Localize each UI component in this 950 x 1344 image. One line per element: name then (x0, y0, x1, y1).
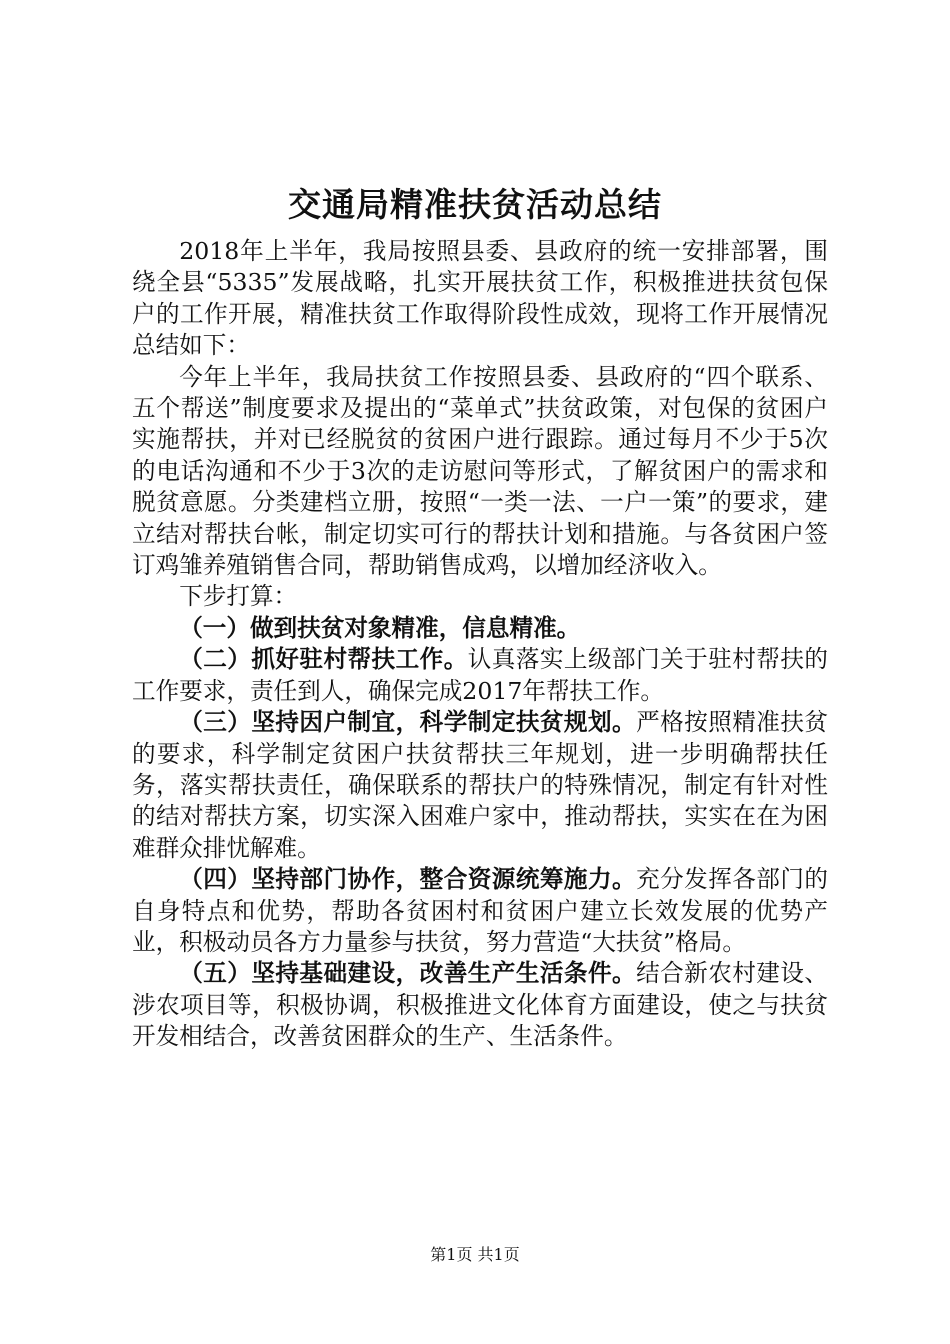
page-footer: 第1页 共1页 (430, 1245, 520, 1264)
paragraph-item-5 (132, 958, 828, 1052)
paragraph-text: 今年上半年，我局扶贫工作按照县委、县政府的“四个联系、五个帮送”制度要求及提出的“菜单式”扶贫政策，对包保的贫困户实施帮扶，并对已经脱贫的贫困户进行跟踪。通过每月不少于5次的电话沟通和不少于3次的走访慰问等形式，了解贫困户的需求和脱贫意愿。分类建档立册，按照“一类一法、一户一策”的要求，建立结对帮扶台帐，制定切实可行的帮扶计划和措施。与各贫困户签订鸡雏养殖销售合同，帮助销售成鸡，以增加经济收入。 (132, 362, 828, 580)
paragraph-next-steps (132, 581, 828, 612)
paragraph-text: 结合新农村建设、涉农项目等，积极协调，积极推进文化体育方面建设，使之与扶贫开发相结合，改善贫困群众的生产、生活条件。 (132, 959, 828, 1051)
document-body (132, 236, 828, 1053)
paragraph-intro (132, 236, 828, 362)
paragraph-lead: （五）坚持基础建设，改善生产生活条件。 (179, 959, 637, 988)
paragraph-text: 充分发挥各部门的自身特点和优势，帮助各贫困村和贫困户建立长效发展的优势产业，积极动员各方力量参与扶贫，努力营造“大扶贫”格局。 (132, 865, 828, 956)
paragraph-item-3 (132, 707, 828, 864)
paragraph-lead: （一）做到扶贫对象精准，信息精准。 (179, 613, 581, 642)
paragraph-text: 2018年上半年，我局按照县委、县政府的统一安排部署，围绕全县“5335”发展战略，扎实开展扶贫工作，积极推进扶贫包保户的工作开展，精准扶贫工作取得阶段性成效，现将工作开展情况总结如下： (132, 237, 828, 360)
paragraph-text: 下步打算： (179, 582, 298, 611)
paragraph-progress (132, 362, 828, 582)
paragraph-lead: （二）抓好驻村帮扶工作。 (179, 645, 468, 674)
paragraph-item-1 (132, 613, 828, 644)
paragraph-text: 严格按照精准扶贫的要求，科学制定贫困户扶贫帮扶三年规划，进一步明确帮扶任务，落实帮扶责任，确保联系的帮扶户的特殊情况，制定有针对性的结对帮扶方案，切实深入困难户家中，推动帮扶，实实在在为困难群众排忧解难。 (132, 708, 828, 862)
paragraph-item-2 (132, 644, 828, 707)
paragraph-item-4 (132, 864, 828, 958)
paragraph-lead: （四）坚持部门协作，整合资源统筹施力。 (179, 865, 637, 894)
paragraph-text: 认真落实上级部门关于驻村帮扶的工作要求，责任到人，确保完成2017年帮扶工作。 (132, 645, 828, 705)
document-title: 交通局精准扶贫活动总结 (288, 185, 662, 224)
paragraph-lead: （三）坚持因户制宜，科学制定扶贫规划。 (179, 708, 637, 737)
